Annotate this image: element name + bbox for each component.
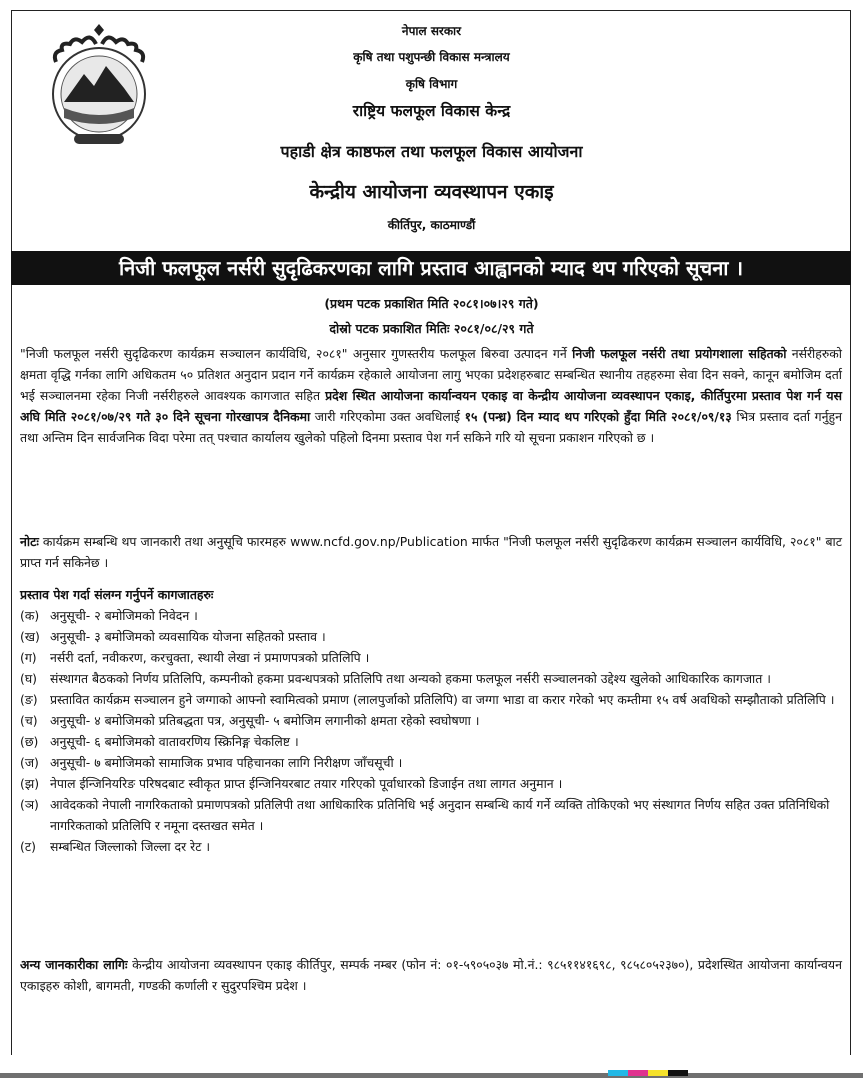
document-item-text: अनुसूची- २ बमोजिमको निवेदन । [50,608,198,623]
note-text: कार्यक्रम सम्बन्धि थप जानकारी तथा अनुसूचि फारमहरु www.ncfd.gov.np/Publication मार्फत "निजी फलफूल नर्सरी सुदृढिकरण कार्यक्रम सञ्चालन कार्यविधि, २०८१" बाट प्राप्त गर्न सकिनेछ । [20,534,842,570]
documents-heading: प्रस्ताव पेश गर्दा संलग्न गर्नुपर्ने कागजातहरुः [20,587,214,602]
contact-label: अन्य जानकारीका लागिः [20,957,128,972]
document-item-marker: (ट) [20,839,36,854]
document-item-marker: (छ) [20,734,39,749]
para-text-a: "निजी फलफूल नर्सरी सुदृढिकरण कार्यक्रम सञ्चालन कार्यविधि, २०८१" अनुसार गुणस्तरीय फलफूल बिरुवा उत्पादन गर्ने [20,346,573,361]
note-label: नोटः [20,534,39,549]
magenta-swatch [628,1070,648,1076]
header-department: कृषि विभाग [405,77,458,91]
header-location: कीर्तिपुर, काठमाण्डौं [387,218,476,232]
para-text-e: जारी गरिएकोमा उक्त अवधिलाई [310,409,465,424]
document-list-item [20,773,842,794]
para-bold-b: निजी फलफूल नर्सरी तथा प्रयोगशाला सहितको [572,346,787,361]
document-item-marker: (ञ) [20,797,39,812]
document-item-marker: (च) [20,713,38,728]
para-bold-f: १५ (पन्ध्र) दिन म्याद थप गरिएको हुँदा मिति २०८१/०९/१३ [464,409,732,424]
header-centre: राष्ट्रिय फलफूल विकास केन्द्र [352,102,511,120]
document-item-text: संस्थागत बैठकको निर्णय प्रतिलिपि, कम्पनीको हकमा प्रवन्धपत्रको प्रतिलिपि तथा अन्यको हकमा फलफूल नर्सरी सञ्चालनको उद्देश्य खुलेको आधिकारिक कागजात । [50,671,771,686]
first-publication-date: (प्रथम पटक प्रकाशित मिति २०८१।०७।२९ गते) [324,296,539,311]
document-item-marker: (ग) [20,650,37,665]
para-bold-d: प्रदेश स्थित आयोजना कार्यान्वयन एकाइ वा केन्द्रीय आयोजना व्यवस्थापन एकाइ, कीर्तिपुरमा प्रस्ताव पेश गर्न यस अघि मिति २०८१/०७/२९ गते ३० दिने सूचना गोरखापत्र दैनिकमा [20,388,842,424]
document-item-text: सम्बन्धित जिल्लाको जिल्ला दर रेट । [50,839,211,854]
document-list-item [20,668,842,689]
para-text-g: भित्र प्रस्ताव दर्ता गर्नुहुन तथा अन्तिम दिन सार्वजनिक विदा परेमा तत् पश्चात कार्यालय खुलेको पहिलो दिनमा प्रस्ताव पेश गर्न सकिने गरि यो सूचना प्रकाशन गरिएको छ । [20,409,842,445]
document-item-text: अनुसूची- ७ बमोजिमको सामाजिक प्रभाव पहिचानका लागि निरीक्षण जाँचसूची । [50,755,403,770]
document-list-item [20,752,842,773]
document-item-marker: (क) [20,608,40,623]
contact-paragraph [20,954,842,996]
para-text-c: नर्सरीहरुको क्षमता वृद्धि गर्नका लागि अधिकतम ५० प्रतिशत अनुदान प्रदान गर्ने कार्यक्रम रहेकाले आयोजना लागु भएका प्रदेशहरुबाट सम्बन्धित स्थानीय तहहरुमा सेवा दिन सक्ने, कानून बमोजिम दर्ता भई सञ्चालनमा रहेका निजी नर्सरीहरुले आवश्यक कागजात सहित [20,346,842,403]
document-item-text: प्रस्तावित कार्यक्रम सञ्चालन हुने जग्गाको आफ्नो स्वामित्वको प्रमाण (लालपुर्जाको प्रतिलिपि) वा जग्गा भाडा वा करार गरेको भए कम्तीमा १५ वर्ष अवधिको सम्झौताको प्रतिलिपि । [50,692,835,707]
note-paragraph [20,531,842,573]
document-item-marker: (ङ) [20,692,38,707]
black-swatch [668,1070,688,1076]
document-item-marker: (घ) [20,671,37,686]
document-item-text: अनुसूची- ६ बमोजिमको वातावरणिय स्क्रिनिङ्ग चेकलिष्ट । [50,734,299,749]
contact-text: केन्द्रीय आयोजना व्यवस्थापन एकाइ कीर्तिपुर, सम्पर्क नम्बर (फोन नं: ०१-५९०५०३७ मो.नं.: ९८५११४१६९८, ९८५८०५२३७०), प्रदेशस्थित आयोजना कार्यान्वयन एकाइहरु कोशी, बागमती, गण्डकी कर्णाली र सुदुरपश्चिम प्रदेश । [20,957,842,993]
document-list-item [20,731,842,752]
document-item-marker: (झ) [20,776,40,791]
header-project: पहाडी क्षेत्र काष्ठफल तथा फलफूल विकास आयोजना [280,142,583,161]
document-list-item [20,605,842,626]
document-item-text: आवेदकको नेपाली नागरिकताको प्रमाणपत्रको प्रतिलिपी तथा आधिकारिक प्रतिनिधि भई अनुदान सम्बन्धि कार्य गर्ने व्यक्ति तोकिएको भए संस्थागत निर्णय सहित उक्त प्रतिनिधिको नागरिकताको प्रतिलिपि र नमूना दस्तखत समेत । [50,797,830,833]
second-publication-date: दोस्रो पटक प्रकाशित मितिः २०८१/०८/२९ गते [329,321,534,336]
notice-title-banner: निजी फलफूल नर्सरी सुदृढिकरणका लागि प्रस्ताव आह्वानको म्याद थप गरिएको सूचना । [11,251,851,285]
document-item-text: अनुसूची- ३ बमोजिमको व्यवसायिक योजना सहितको प्रस्ताव । [50,629,326,644]
footer-rule [0,1073,863,1078]
document-item-marker: (ख) [20,629,40,644]
header-unit: केन्द्रीय आयोजना व्यवस्थापन एकाइ [309,181,554,203]
main-paragraph [20,343,842,448]
cyan-swatch [608,1070,628,1076]
document-item-marker: (ज) [20,755,39,770]
document-list-item [20,689,842,710]
document-item-text: अनुसूची- ४ बमोजिमको प्रतिबद्धता पत्र, अनुसूची- ५ बमोजिम लगानीको क्षमता रहेको स्वघोषणा । [50,713,480,728]
header-government: नेपाल सरकार [401,24,462,38]
document-list-item [20,710,842,731]
required-documents-section [20,584,842,857]
document-item-text: नर्सरी दर्ता, नवीकरण, करचुक्ता, स्थायी लेखा नं प्रमाणपत्रको प्रतिलिपि । [50,650,370,665]
document-list-item [20,626,842,647]
document-list-item [20,836,842,857]
yellow-swatch [648,1070,668,1076]
header-ministry: कृषि तथा पशुपन्छी विकास मन्त्रालय [353,50,510,64]
documents-list [20,605,842,857]
document-list-item [20,794,842,836]
document-item-text: नेपाल ईन्जिनियरिङ परिषदबाट स्वीकृत प्राप्त ईन्जिनियरबाट तयार गरिएको पूर्वाधारको डिजाईन तथा लागत अनुमान । [50,776,563,791]
document-list-item [20,647,842,668]
